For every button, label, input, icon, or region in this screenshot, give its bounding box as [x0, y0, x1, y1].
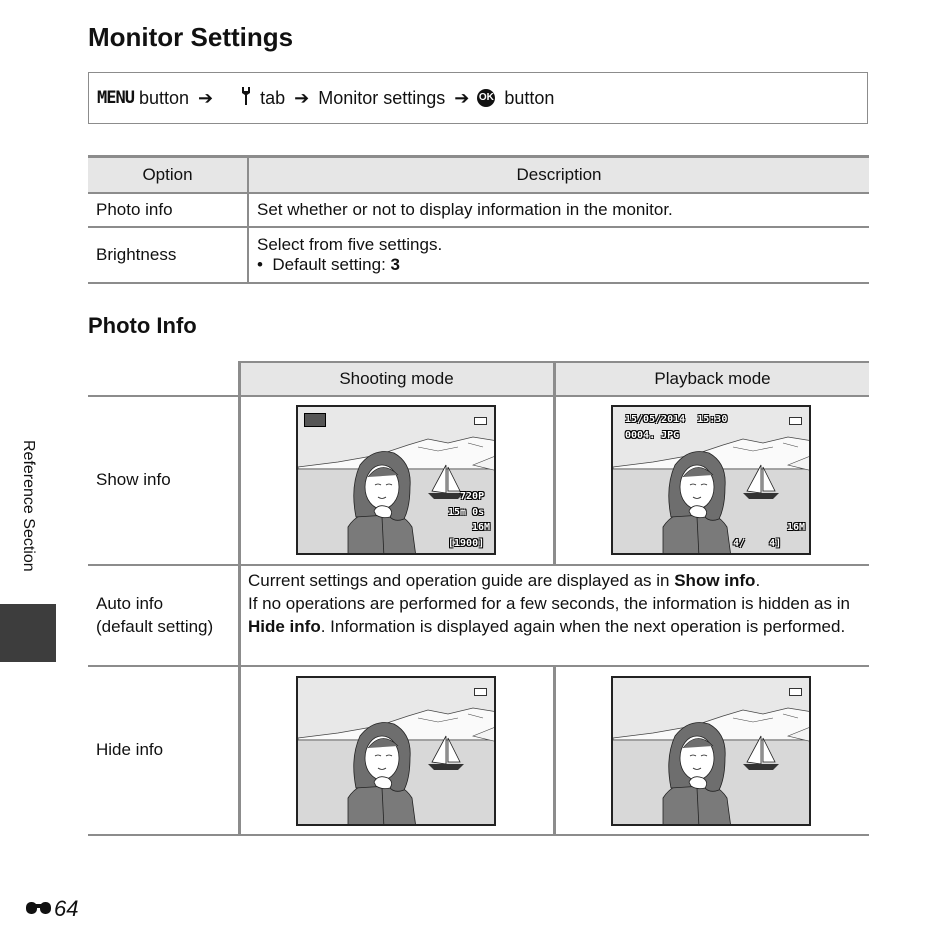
scene-mode-icon: [304, 413, 326, 427]
auto-text: Current settings and operation guide are displayed as in: [248, 571, 675, 590]
arrow-icon: ➔: [294, 87, 310, 108]
auto-text: . Information is displayed again when the next operation is performed.: [320, 617, 846, 636]
option-name: Brightness: [88, 227, 248, 283]
option-description: Set whether or not to display information in the monitor.: [248, 193, 869, 227]
battery-icon: [474, 688, 487, 696]
playback-hide-info-screen: [611, 676, 811, 826]
auto-text: .: [755, 571, 761, 590]
divider: [238, 361, 241, 836]
filename-label: 0004. JPG: [625, 430, 680, 441]
reference-icon: [26, 900, 52, 921]
bullet-value: 3: [390, 255, 400, 274]
row-label-show-info: Show info: [96, 470, 171, 489]
movie-mode-label: 720P: [460, 491, 485, 502]
image-size-label: 16M: [472, 522, 491, 533]
wrench-icon: [221, 66, 251, 131]
divider: [88, 395, 869, 397]
section-tab: [0, 604, 56, 662]
bullet-label: Default setting:: [272, 255, 391, 274]
menu-path-text: Monitor settings: [313, 87, 451, 108]
menu-path-text: button: [133, 87, 194, 108]
menu-button-icon: MENU: [97, 88, 134, 108]
divider: [553, 361, 556, 566]
option-description-cell: [248, 227, 869, 283]
divider: [88, 834, 869, 836]
playback-show-info-screen: [611, 405, 811, 555]
section-heading: Photo Info: [88, 313, 197, 338]
page-title: Monitor Settings: [88, 22, 294, 52]
menu-path-text: button: [499, 87, 555, 108]
arrow-icon: ➔: [454, 87, 470, 108]
auto-text-bold: Hide info: [248, 617, 321, 636]
shooting-hide-info-screen: [296, 676, 496, 826]
menu-path-text: tab: [255, 87, 291, 108]
table-row: [88, 193, 869, 227]
bullet-item: • Default setting: 3: [257, 255, 400, 274]
row-label-hide-info: Hide info: [96, 740, 164, 759]
menu-path-box: [88, 72, 868, 124]
table-header-option: Option: [88, 157, 248, 194]
divider: [88, 564, 869, 566]
battery-icon: [789, 417, 802, 425]
option-description: Select from five settings.: [257, 235, 443, 254]
column-header-playback: Playback mode: [556, 363, 869, 395]
shooting-show-info-screen: [296, 405, 496, 555]
option-name: Photo info: [88, 193, 248, 227]
divider: [88, 665, 869, 667]
exposure-count-label: [1900]: [448, 538, 485, 549]
options-table: [88, 155, 869, 284]
battery-icon: [789, 688, 802, 696]
column-header-shooting: Shooting mode: [240, 363, 553, 395]
row-label-auto-info: Auto info: [96, 594, 164, 613]
image-size-label: 16M: [787, 522, 806, 533]
battery-icon: [474, 417, 487, 425]
frame-counter-label: 4/ 4]: [733, 538, 782, 549]
auto-text-bold: Show info: [674, 571, 756, 590]
page-number: 64: [54, 896, 79, 921]
divider: [553, 665, 556, 836]
table-row: [88, 227, 869, 283]
ok-button-icon: OK: [477, 89, 495, 107]
row-label-auto-info-sub: (default setting): [96, 617, 214, 636]
movie-time-label: 15m 0s: [448, 507, 485, 518]
auto-text: If no operations are performed for a few seconds, the information is hidden as in: [248, 594, 850, 613]
section-label: Reference Section: [20, 440, 37, 572]
table-header-description: Description: [248, 157, 869, 194]
datetime-label: 15/05/2014 15:30: [625, 414, 728, 425]
auto-info-description: [248, 569, 868, 638]
arrow-icon: ➔: [198, 87, 214, 108]
